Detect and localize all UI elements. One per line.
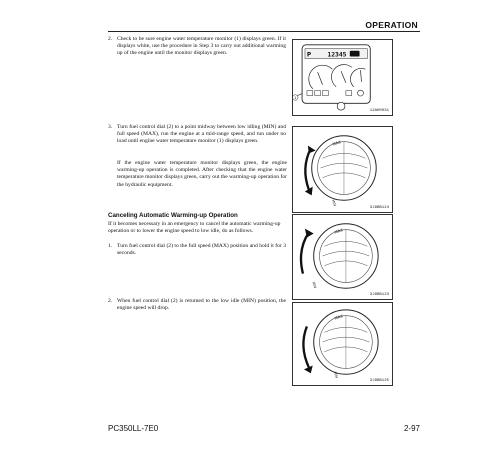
footer-model: PC350LL-7E0 xyxy=(108,424,159,433)
lcd-readout: 12345 xyxy=(327,51,347,59)
svg-text:MAX: MAX xyxy=(333,227,344,235)
step-text: Check to be sure engine water temperature monitor (1) displays green. If it displays white, use the procedure in Step 3 to carry out additional warming up of the engine until the monitor displays green. xyxy=(117,36,286,57)
cancel-step-1 xyxy=(108,243,286,257)
svg-text:MIN: MIN xyxy=(330,199,337,207)
header-rule xyxy=(108,31,420,32)
dial-illustration-1 xyxy=(293,127,392,212)
footer-page-number: 2-97 xyxy=(403,424,420,433)
monitor-illustration xyxy=(293,40,392,115)
svg-text:MIN: MIN xyxy=(311,281,318,289)
monitor-callout-1: 1 xyxy=(294,96,297,101)
dial-figure-3 xyxy=(292,302,393,386)
step-3-block xyxy=(108,124,286,146)
step-2-block xyxy=(108,36,286,58)
step-3-note: If the engine water temperature monitor displays green, the engine warming-up operation is completed. After checking that the engine water temperature monitor displays green, carry out the warming-up operation for the hydraulic equipment. xyxy=(117,160,287,188)
svg-text:MIN: MIN xyxy=(332,371,339,379)
monitor-figure xyxy=(292,39,393,116)
svg-text:MAX: MAX xyxy=(333,313,344,321)
step-number: 1. xyxy=(108,243,113,249)
figure-code: 12AH0031 xyxy=(369,109,389,113)
cancel-intro: If it becomes necessary in an emergency to cancel the automatic warming-up operation or to lower the engine speed to low idle, do as follows. xyxy=(108,221,281,235)
dial-illustration-2 xyxy=(293,215,392,299)
svg-text:MAX: MAX xyxy=(331,139,342,147)
section-subheading: Canceling Automatic Warming-up Operation xyxy=(108,212,238,219)
dial-figure-2 xyxy=(292,214,393,300)
dial-figure-1 xyxy=(292,126,393,213)
step-number: 3. xyxy=(108,124,113,130)
step-text: When fuel control dial (2) is returned to the low idle (MIN) position, the engine speed will drop. xyxy=(117,298,286,312)
section-heading: OPERATION xyxy=(365,20,418,30)
figure-code: 3J9BB125 xyxy=(369,379,389,383)
mode-letter: P xyxy=(306,52,312,59)
cancel-step-2 xyxy=(108,298,286,312)
dial-illustration-3 xyxy=(293,303,392,385)
step-text: Turn fuel control dial (2) to the full speed (MAX) position and hold it for 3 seconds. xyxy=(117,243,286,257)
step-number: 2. xyxy=(108,298,113,304)
figure-code: 3J9BB123 xyxy=(369,293,389,297)
figure-code: 3J9BB124 xyxy=(369,206,389,210)
step-text: Turn fuel control dial (2) to a point midway between low idling (MIN) and full speed (MAX), run the engine at a mid-range speed, and run under no load until engine water temperature monitor (1) displays green. xyxy=(117,124,286,145)
step-number: 2. xyxy=(108,36,113,42)
